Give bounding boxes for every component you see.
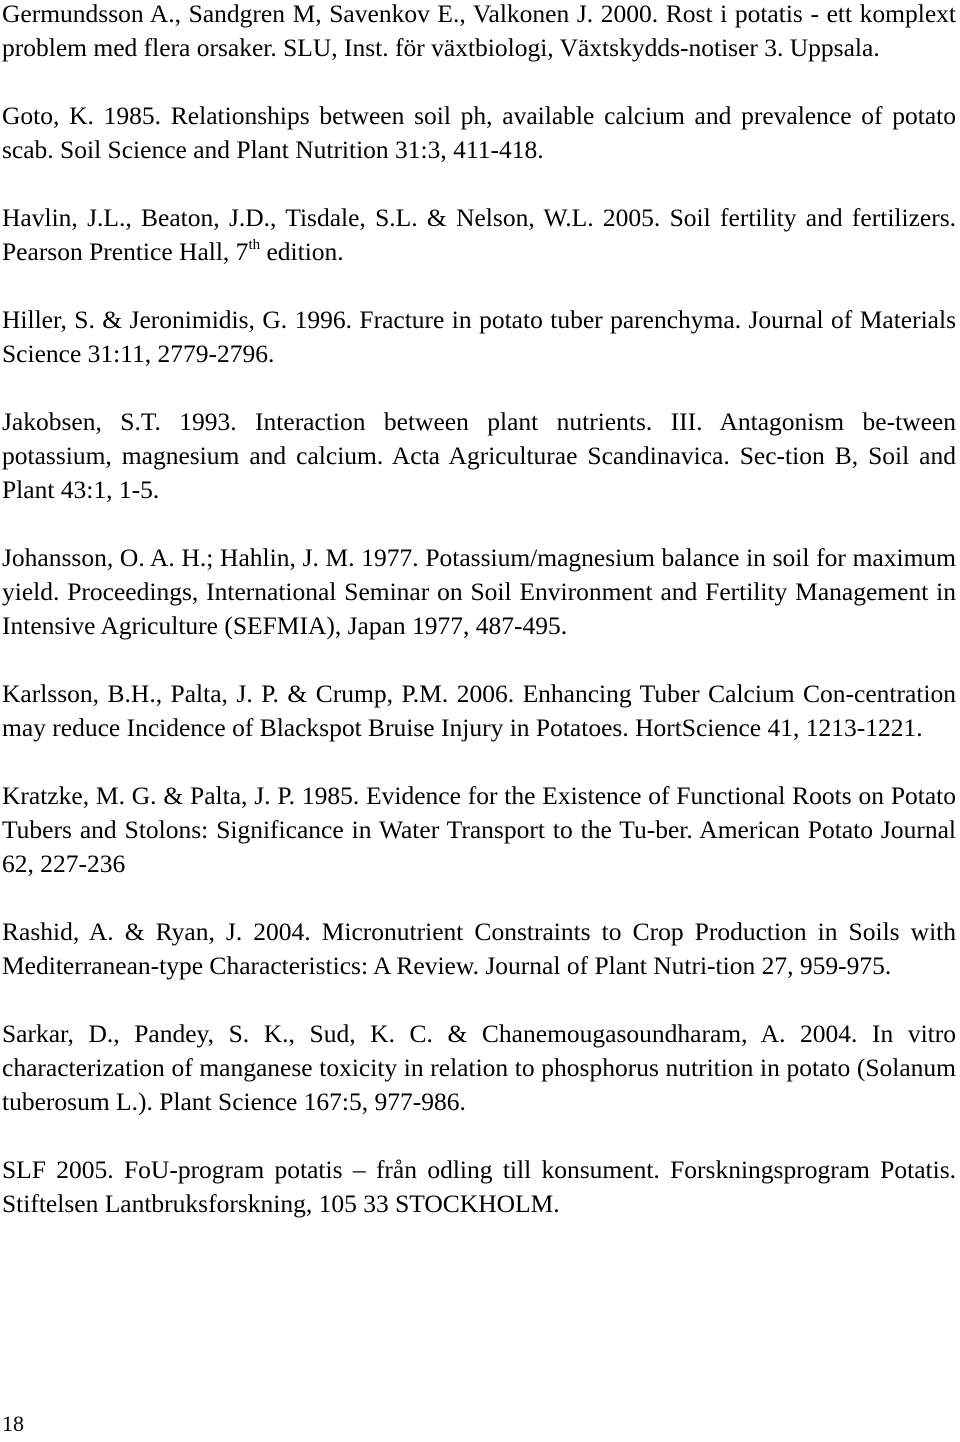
reference-text: Hiller, S. & Jeronimidis, G. 1996. Fracture in potato tuber parenchyma. Journal of Materials Science 31:11, 2779-2796. xyxy=(2,305,956,368)
reference-rashid xyxy=(2,915,956,983)
reference-text: Jakobsen, S.T. 1993. Interaction between plant nutrients. III. Antagonism be-tween potassium, magnesium and calcium. Acta Agriculturae Scandinavica. Sec-tion B, Soil and Plant 43:1, 1-5. xyxy=(2,407,956,504)
reference-sarkar xyxy=(2,1017,956,1119)
reference-text: Sarkar, D., Pandey, S. K., Sud, K. C. & Chanemougasoundharam, A. 2004. In vitro characterization of manganese toxicity in relation to phosphorus nutrition in potato (Solanum tuberosum L.). Plant Science 167:5, 977-986. xyxy=(2,1019,956,1116)
reference-kratzke xyxy=(2,779,956,881)
reference-text: Johansson, O. A. H.; Hahlin, J. M. 1977. Potassium/magnesium balance in soil for maximum yield. Proceedings, International Seminar on Soil Environment and Fertility Management in Intensive Agriculture (SEFMIA), Japan 1977, 487-495. xyxy=(2,543,956,640)
reference-jakobsen xyxy=(2,405,956,507)
reference-johansson xyxy=(2,541,956,643)
reference-text: Rashid, A. & Ryan, J. 2004. Micronutrient Constraints to Crop Production in Soils with Mediterranean-type Characteristics: A Review. Journal of Plant Nutri-tion 27, 959-975. xyxy=(2,917,956,980)
reference-goto xyxy=(2,99,956,167)
reference-karlsson xyxy=(2,677,956,745)
reference-slf xyxy=(2,1153,956,1221)
ordinal-superscript: th xyxy=(248,236,261,253)
reference-text: Goto, K. 1985. Relationships between soil ph, available calcium and prevalence of potato scab. Soil Science and Plant Nutrition 31:3, 411-418. xyxy=(2,101,956,164)
reference-text: Karlsson, B.H., Palta, J. P. & Crump, P.M. 2006. Enhancing Tuber Calcium Con-centration may reduce Incidence of Blackspot Bruise Injury in Potatoes. HortScience 41, 1213-1221. xyxy=(2,679,956,742)
reference-germundsson xyxy=(2,0,956,65)
reference-hiller xyxy=(2,303,956,371)
reference-text: Kratzke, M. G. & Palta, J. P. 1985. Evidence for the Existence of Functional Roots on Potato Tubers and Stolons: Significance in Water Transport to the Tu-ber. American Potato Journal 62, 227-236 xyxy=(2,781,956,878)
reference-text-tail: edition. xyxy=(260,237,344,266)
reference-text: Havlin, J.L., Beaton, J.D., Tisdale, S.L. & Nelson, W.L. 2005. Soil fertility and fertilizers. Pearson Prentice Hall, 7 xyxy=(2,203,956,266)
reference-havlin xyxy=(2,201,956,269)
reference-text: SLF 2005. FoU-program potatis – från odling till konsument. Forskningsprogram Potatis. Stiftelsen Lantbruksforskning, 105 33 STOCKHOLM. xyxy=(2,1155,956,1218)
reference-text: Germundsson A., Sandgren M, Savenkov E., Valkonen J. 2000. Rost i potatis - ett komplext problem med flera orsaker. SLU, Inst. för växtbiologi, Växtskydds-notiser 3. Uppsala. xyxy=(2,0,956,62)
reference-list xyxy=(2,0,956,1221)
page-number: 18 xyxy=(2,1411,24,1436)
